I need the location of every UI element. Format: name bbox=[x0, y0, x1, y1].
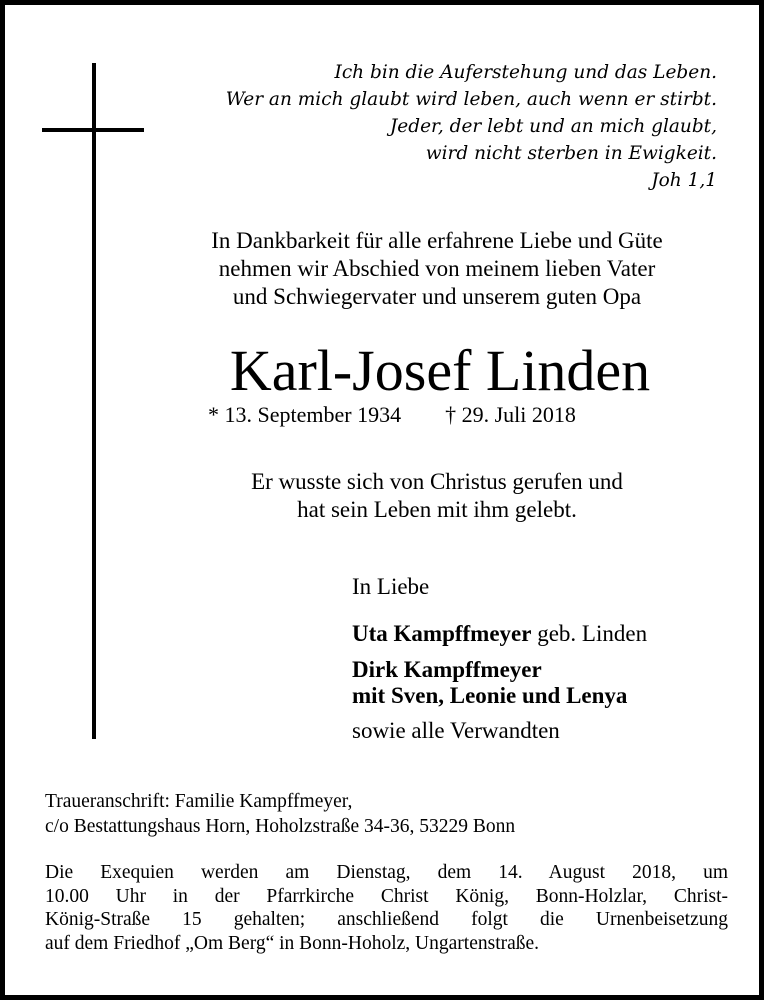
intro-line: In Dankbarkeit für alle erfahrene Liebe und Güte bbox=[211, 228, 663, 253]
address-line: Traueranschrift: Familie Kampffmeyer, bbox=[45, 791, 353, 812]
mourner-name: Dirk Kampffmeyer bbox=[352, 657, 542, 682]
cross-icon-bar bbox=[42, 128, 144, 132]
details-line: 10.00 Uhr in der Pfarrkirche Christ König, Bonn-Holzlar, Christ- bbox=[45, 885, 728, 907]
faith-line: hat sein Leben mit ihm gelebt. bbox=[297, 497, 577, 522]
verse-reference: Joh 1,1 bbox=[651, 170, 717, 191]
faith-statement bbox=[153, 468, 721, 524]
verse-line: wird nicht sterben in Ewigkeit. bbox=[425, 143, 717, 164]
intro-line: und Schwiegervater und unserem guten Opa bbox=[232, 284, 642, 309]
intro-line: nehmen wir Abschied von meinem lieben Vater bbox=[218, 256, 656, 281]
death-date: † 29. Juli 2018 bbox=[445, 402, 576, 427]
life-dates bbox=[208, 400, 576, 430]
intro-text bbox=[133, 227, 741, 311]
details-line: Die Exequien werden am Dienstag, dem 14. August 2018, um bbox=[45, 862, 728, 883]
verse-line: Wer an mich glaubt wird leben, auch wenn er stirbt. bbox=[225, 89, 717, 110]
bible-verse bbox=[226, 59, 717, 194]
details-line: auf dem Friedhof „Om Berg“ in Bonn-Hoholz, Ungartenstraße. bbox=[45, 932, 540, 954]
mourner-family: mit Sven, Leonie und Lenya bbox=[352, 683, 628, 708]
mourner-suffix: geb. Linden bbox=[537, 621, 648, 646]
verse-line: Jeder, der lebt und an mich glaubt, bbox=[389, 116, 717, 137]
mourning-address bbox=[45, 789, 515, 839]
deceased-name: Karl-Josef Linden bbox=[229, 338, 651, 403]
greeting: In Liebe bbox=[352, 574, 430, 599]
details-line: König-Straße 15 gehalten; anschließend folgt die Urnenbeisetzung bbox=[45, 909, 728, 930]
address-line: c/o Bestattungshaus Horn, Hoholzstraße 34-36, 53229 Bonn bbox=[45, 816, 516, 837]
funeral-details bbox=[45, 861, 728, 955]
faith-line: Er wusste sich von Christus gerufen und bbox=[251, 469, 623, 494]
verse-line: Ich bin die Auferstehung und das Leben. bbox=[334, 62, 717, 83]
mourner-name: Uta Kampffmeyer bbox=[352, 621, 532, 646]
birth-date: * 13. September 1934 bbox=[208, 402, 402, 427]
relatives-line: sowie alle Verwandten bbox=[352, 718, 560, 743]
mourner-entry bbox=[352, 621, 647, 647]
